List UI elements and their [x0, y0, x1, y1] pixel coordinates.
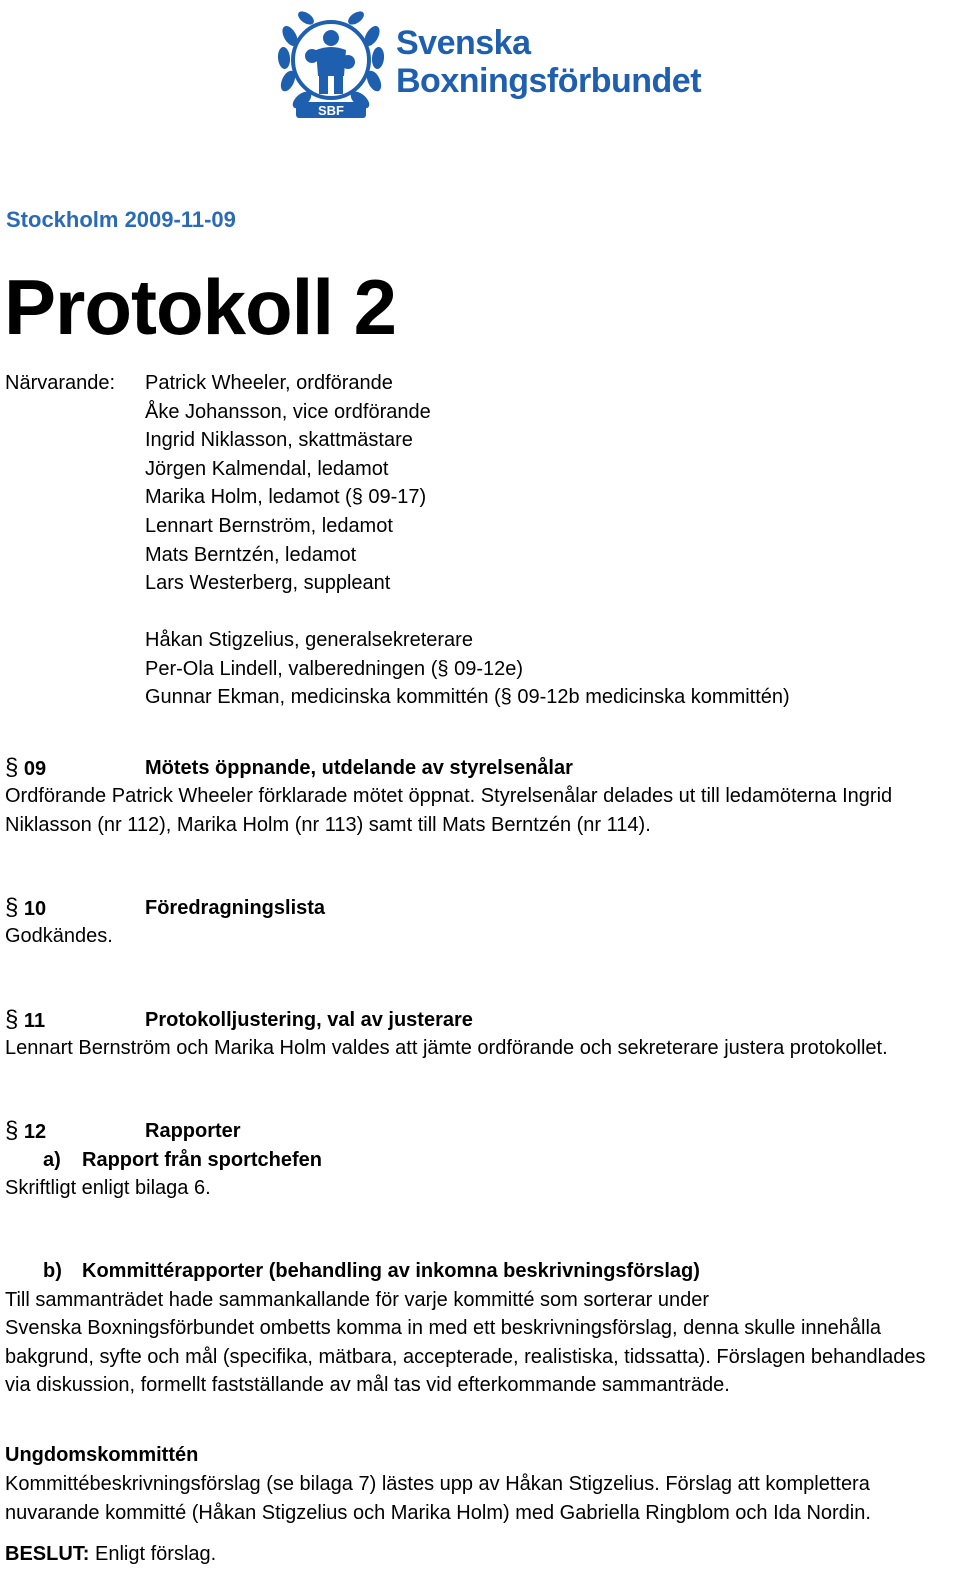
subsection-a-label: a): [43, 1149, 61, 1171]
section-symbol: §: [5, 1006, 19, 1033]
subsection-b-label: b): [43, 1260, 62, 1282]
attendees-label: Närvarande:: [5, 372, 116, 394]
section-10-heading: Föredragningslista: [145, 897, 326, 919]
attendee: Håkan Stigzelius, generalsekreterare: [145, 629, 473, 651]
attendee: Ingrid Niklasson, skattmästare: [145, 429, 413, 452]
section-symbol: §: [5, 894, 19, 921]
sbf-logo: [276, 6, 716, 124]
youth-committee-text: Kommittébeskrivningsförslag (se bilaga 7) lästes upp av Håkan Stigzelius. Förslag att komplettera nuvarande kommitté (Håkan Stigzelius och Marika Holm) med Gabriella Ringblom och Ida Nordin.: [5, 1473, 871, 1524]
section-11-text: Lennart Bernström och Marika Holm valdes att jämte ordförande och sekreterare justera protokollet.: [5, 1037, 888, 1059]
youth-committee-heading: Ungdomskommittén: [5, 1444, 199, 1466]
subsection-b-line1: Till sammanträdet hade sammankallande för varje kommitté som sorterar under: [5, 1289, 709, 1311]
decision: [5, 1540, 216, 1569]
attendees-group1: [145, 369, 431, 598]
section-number: 12: [23, 1121, 47, 1143]
attendee: Per-Ola Lindell, valberedningen (§ 09-12e): [145, 657, 524, 680]
logo-line2: Boxningsförbundet: [396, 62, 702, 100]
section-number: 10: [23, 898, 47, 920]
subsection-b-text: Svenska Boxningsförbundet ombetts komma in med ett beskrivningsförslag, denna skulle innehålla bakgrund, syfte och mål (specifika, mätbara, accepterade, realistiska, tidssatta). Förslagen behandlades via diskussion, formellt fastställande av mål tas vid efterkommande sammanträde.: [5, 1317, 926, 1397]
subsection-a-heading: Rapport från sportchefen: [82, 1149, 323, 1171]
section-12-number: [5, 1117, 46, 1146]
section-10-text: Godkändes.: [5, 925, 113, 947]
section-09-number: [5, 754, 46, 783]
attendee: Mats Berntzén, ledamot: [145, 543, 357, 566]
section-symbol: §: [5, 754, 19, 781]
attendee: Marika Holm, ledamot (§ 09-17): [145, 486, 427, 509]
section-number: 09: [23, 758, 47, 780]
decision-text: Enligt förslag.: [95, 1543, 217, 1565]
section-12-heading: Rapporter: [145, 1120, 241, 1142]
decision-label: BESLUT:: [5, 1543, 90, 1565]
attendee: Lennart Bernström, ledamot: [145, 514, 393, 537]
attendee: Gunnar Ekman, medicinska kommittén (§ 09-12b medicinska kommittén): [145, 686, 790, 709]
subsection-b-heading: Kommittérapporter (behandling av inkomna beskrivningsförslag): [82, 1260, 700, 1282]
section-11-heading: Protokolljustering, val av justerare: [145, 1009, 473, 1031]
logo-badge: SBF: [318, 103, 344, 118]
section-09-text: Ordförande Patrick Wheeler förklarade mötet öppnat. Styrelsenålar delades ut till ledamöterna Ingrid Niklasson (nr 112), Marika Holm (nr 113) samt till Mats Berntzén (nr 114).: [5, 785, 893, 836]
attendee: Lars Westerberg, suppleant: [145, 572, 391, 595]
attendee: Patrick Wheeler, ordförande: [145, 372, 393, 394]
attendee: Åke Johansson, vice ordförande: [145, 400, 431, 423]
page-title: Protokoll 2: [4, 263, 397, 351]
section-11-number: [5, 1006, 45, 1035]
date-line: Stockholm 2009-11-09: [6, 207, 236, 232]
attendee: Jörgen Kalmendal, ledamot: [145, 457, 389, 480]
section-10-number: [5, 894, 46, 923]
logo-line1: Svenska: [396, 24, 531, 62]
logo-text: [396, 24, 701, 100]
section-symbol: §: [5, 1117, 19, 1144]
section-09-heading: Mötets öppnande, utdelande av styrelsenålar: [145, 757, 573, 779]
section-number: 11: [23, 1010, 46, 1032]
attendees-group2: [145, 626, 790, 712]
sbf-emblem-icon: [276, 6, 386, 122]
subsection-a-text: Skriftligt enligt bilaga 6.: [5, 1177, 211, 1199]
